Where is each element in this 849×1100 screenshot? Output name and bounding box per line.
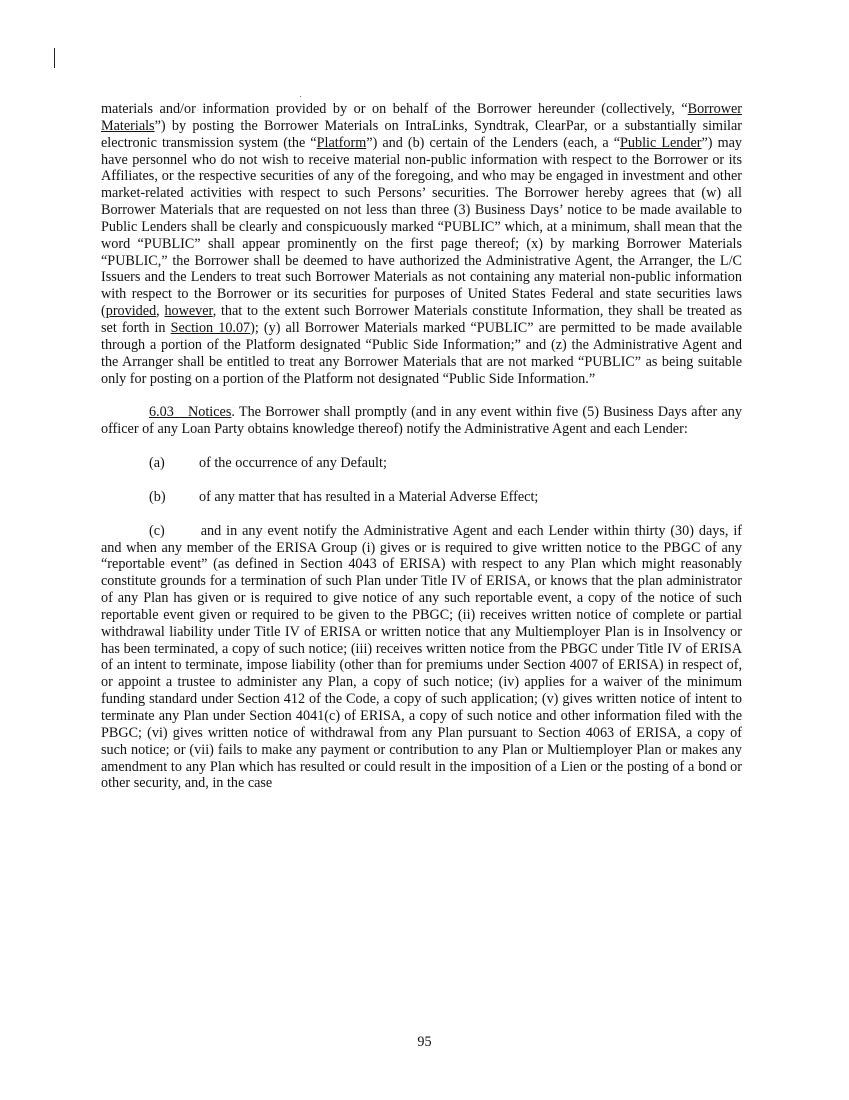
page-number: 95 (417, 1034, 432, 1050)
list-item-text: and in any event notify the Administrative Agent and each Lender within thirty (30) days, if and when any member of the ERISA Group (i) gives or is required to give written notice to the PBGC of any “reportable event” (as defined in Section 4043 of ERISA) with respect to any Plan which might reasonably constitute grounds for a termination of such Plan under Title IV of ERISA, or knows that the plan administrator of any Plan has given or is required to give notice of any such reportable event, a copy of the notice of such reportable event given or required to be given to the PBGC; (ii) receives written notice of complete or partial withdrawal liability under Title IV of ERISA or written notice that any Multiemployer Plan is in Insolvency or has been terminated, a copy of such notice; (iii) receives written notice from the PBGC under Title IV of ERISA of an intent to terminate, impose liability (other than for premiums under Section 4007 of ERISA) in respect of, or appoint a trustee to administer any Plan, a copy of such notice; (iv) applies for a waiver of the minimum funding standard under Section 412 of the Code, a copy of such application; (v) gives written notice of intent to terminate any Plan under Section 4041(c) of ERISA, a copy of such notice and other information filed with the PBGC; (vi) gives written notice of withdrawal from any Plan pursuant to Section 4063 of ERISA, a copy of such notice; or (vii) fails to make any payment or contribution to any Plan or Multiemployer Plan or makes any amendment to any Plan which has resulted or could result in the imposition of a Lien or the posting of a bond or other security, and, in the case (101, 522, 742, 792)
text-run: ”) by posting the Borrower Materials on IntraLinks, Syndtrak, ClearPar, or a substantially similar electronic transmission system (the “ (101, 117, 742, 151)
list-item-text: of any matter that has resulted in a Material Adverse Effect; (199, 488, 539, 505)
text-run: , that to the extent such Borrower Materials constitute Information, they shall be treated as set forth in (101, 303, 742, 336)
text-run: materials and/or information provided by or on behalf of the Borrower hereunder (collectively, “ (101, 101, 688, 117)
list-item (101, 455, 742, 472)
revision-bar (54, 48, 55, 68)
however-term: however (164, 303, 213, 320)
section-reference: Section 10.07 (170, 319, 251, 336)
borrower-materials-paragraph (101, 101, 742, 387)
text-run: ”) may have personnel who do not wish to receive material non-public information with respect to the Borrower or its Affiliates, or the respective securities of any of the foregoing, and who may be engaged in investment and other market-related activities with respect to such Persons’ securities. The Borrower hereby agrees that (w) all Borrower Materials that are requested on not less than three (3) Business Days’ notice to be made available to Public Lenders shall be clearly and conspicuously marked “PUBLIC” which, at a minimum, shall mean that the word “PUBLIC” shall appear prominently on the first page thereof; (x) by marking Borrower Materials “PUBLIC,” the Borrower shall be deemed to have authorized the Administrative Agent, the Arranger, the L/C Issuers and the Lenders to treat such Borrower Materials as not containing any material non-public information with respect to the Borrower or its securities for purposes of United States Federal and state securities laws ( (101, 134, 742, 320)
list-item (101, 489, 742, 506)
notices-text: . The Borrower shall promptly (and in any event within five (5) Business Days after any officer of any Loan Party obtains knowledge thereof) notify the Administrative Agent and each Lender: (101, 404, 742, 438)
defined-term-borrower-materials: Borrower Materials (101, 101, 742, 134)
provided-term: provided (105, 303, 157, 320)
text-run: , (156, 303, 165, 320)
list-item-text: of the occurrence of any Default; (199, 455, 387, 472)
notices-section (101, 404, 742, 438)
defined-term-public-lender: Public Lender (620, 134, 702, 151)
document-body (101, 101, 742, 809)
defined-term-platform: Platform (316, 134, 367, 151)
list-item-label: (b) (149, 488, 166, 505)
stray-mark (300, 96, 301, 97)
list-item-label: (a) (149, 455, 165, 472)
list-item-label: (c) (149, 522, 165, 539)
text-run: ”) and (b) certain of the Lenders (each, a “ (366, 134, 621, 151)
text-run: ); (y) all Borrower Materials marked “PUBLIC” are permitted to be made available through a portion of the Platform designated “Public Side Information;” and (z) the Administrative Agent and the Arranger shall be entitled to treat any Borrower Materials that are not marked “PUBLIC” as being suitable only for posting on a portion of the Platform not designated “Public Side Information.” (101, 319, 742, 387)
section-heading-notices: 6.03 Notices (149, 404, 232, 421)
item-c-paragraph (101, 523, 742, 793)
